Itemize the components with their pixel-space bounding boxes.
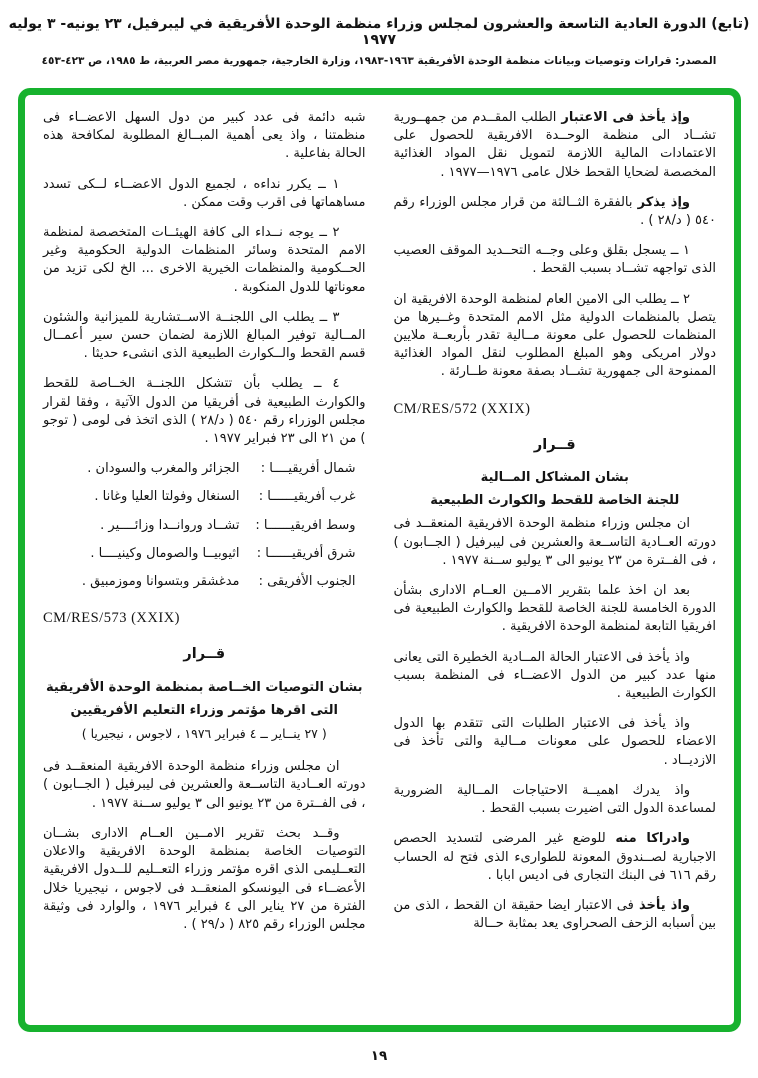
text-block — [43, 109, 366, 164]
paragraph-lead: وإذ يذكر — [632, 194, 690, 210]
text-block — [394, 515, 717, 570]
text-block — [43, 702, 366, 720]
paragraph-lead: واذ يأخذ — [633, 897, 690, 913]
paragraph-text: وقــد بحث تقرير الامــين العــام الادارى بشــان التوصيات الخاصة بمنظمة الوحدة الافريقية والاعلان التعــليمى الذى اقره مؤتمر وزراء التعــليم للــدول الافريقية الأعضــاء فى اليونسكو المنعقــد فى لاجوس ، نيجيريا خلال الفترة من ٢٧ يناير الى ٤ فبراير ١٩٧٦ ، والوارد فى وثيقة مجلس الوزراء رقم ٨٢٥ ( د/٢٩ ) . — [43, 825, 366, 932]
region-label: وسط افريقيــــــا : — [255, 517, 356, 533]
text-block — [43, 609, 366, 627]
paragraph-text: واذ يدرك اهميــة الاحتياجات المــالية الضرورية لمساعدة الدول التى اضيرت بسبب القحط . — [393, 782, 716, 817]
content-border — [18, 88, 741, 1032]
header-source-line: المصدر: قرارات وتوصيات وبيانات منظمة الوحدة الأفريقية ١٩٦٣-١٩٨٣، وزارة الخارجية، جمهورية مصر العربية، ط ١٩٨٥، ص ٤٢٣-٤٥٣ — [41, 55, 717, 67]
text-block — [394, 715, 717, 770]
text-block — [394, 109, 717, 182]
region-label: شرق أفريقيــــــا : — [256, 545, 356, 561]
paragraph-text: ان مجلس وزراء منظمة الوحدة الافريقية المنعقــد فى دورته العــادية التاســعة والعشرين فى ليبرفيل ( الجــابون ) ، فى الفــترة من ٢٣ يونيو الى ٣ يوليو ســنة ١٩٧٧ . — [43, 759, 366, 811]
text-block — [394, 582, 717, 637]
column-left — [43, 109, 366, 1015]
text-block — [43, 224, 366, 297]
paragraph-text: قــرار — [183, 646, 226, 663]
text-block — [43, 176, 366, 212]
text-block — [394, 782, 717, 818]
paragraph-text: بعد ان اخذ علما بتقرير الامــين العــام الادارى بشأن الدورة الخامسة للجنة الخاصة للقحط والكوارث الطبيعية فى افريقيا التابعة لمنظمة الوحدة الافريقية . — [393, 583, 716, 635]
text-block — [394, 469, 717, 487]
region-value: اثيوبيــا والصومال وكينيــــا . — [90, 545, 240, 561]
paragraph-text: للوضع غير المرضى لتسديد الحصص الاجبارية لصــندوق المعونة للطوارىء الذى فتح له الحساب رقم ٦١٦ فى البنك التجارى فى اديس ابابا . — [393, 831, 716, 883]
text-block — [43, 545, 356, 563]
paragraph-text: CM/RES/572 (XXIX) — [393, 400, 531, 417]
text-block — [394, 649, 717, 704]
text-block — [43, 488, 356, 506]
text-block — [43, 375, 366, 448]
region-label: شمال أفريقيــــا : — [260, 461, 356, 477]
text-block — [43, 725, 366, 743]
paragraph-text: ٢ ــ يوجه نــداء الى كافة الهيئــات المتخصصة لمنظمة الامم المتحدة وسائر المنظمات الدولية الحكومية وغير الحــكومية والمنظمات الخيرية الاخرى ... الخ لكى تزيد من معوناتها للدول المنكوبة . — [43, 225, 366, 295]
paragraph-lead: وإذ يأخذ فى الاعتبار — [556, 110, 690, 125]
paragraph-text: واذ يأخذ فى الاعتبار الحالة المــادية الخطيرة التى يعانى منها عدد كبير من الدول الاعضــاء فى المنظمة بسبب الكوارث الطبيعية . — [393, 649, 716, 702]
paragraph-text: ٤ ــ يطلب بأن تتشكل اللجنــة الخــاصة للقحط والكوارث الطبيعية فى أفريقيا من الدول الآتية ، وفقا لقرار مجلس الوزراء رقم ٥٤٠ ( د/٢٨ ) الذى اتخذ فى لومى ( توجو ) من ٢١ الى ٢٣ فبراير ١٩٧٧ . — [43, 376, 366, 447]
header-session-title: (تابع) الدورة العادية التاسعة والعشرون لمجلس وزراء منظمة الوحدة الأفريقية في ليبرفيل، ٢٣ يونيه- ٣ يوليه ١٩٧٧ — [8, 16, 750, 48]
text-block — [394, 242, 717, 278]
column-right — [394, 109, 717, 1015]
paragraph-text: ٢ ــ يطلب الى الامين العام لمنظمة الوحدة الافريقية ان يتصل بالمنظمات الدولية مثل الامم المتحدة وغــيرها من المنظمات للحصول على معونة مــالية تقدر بأربعــة ملايين دولار امريكى وهو المبلغ المطلوب لنقل المواد الغذائية الممنوحة الى جمهورية تشــاد بصفة معونة طــارئة . — [393, 291, 716, 380]
text-block — [394, 436, 717, 454]
region-value: مدغشقر وبتسوانا وموزمبيق . — [81, 574, 240, 590]
text-block — [394, 830, 717, 885]
text-block — [43, 758, 366, 813]
page-number: ١٩ — [370, 1048, 388, 1064]
text-block — [394, 291, 717, 382]
paragraph-text: ( ٢٧ ينــاير ــ ٤ فبراير ١٩٧٦ ، لاجوس ، نيجيريا ) — [81, 726, 327, 742]
two-column-layout — [43, 109, 716, 1015]
paragraph-text: قــرار — [533, 436, 576, 453]
paragraph-text: ان مجلس وزراء منظمة الوحدة الافريقية المنعقــد فى دورته العــادية التاســعة والعشرين فى ليبرفيل ( الجــابون ) ، فى الفــترة من ٢٣ يونيو الى ٣ يوليو ســنة ١٩٧٧ . — [393, 516, 716, 568]
paragraph-text: التى اقرها مؤتمر وزراء التعليم الأفريقيين — [70, 702, 338, 718]
paragraph-text: بشان التوصيات الخــاصة بمنظمة الوحدة الأفريقية — [45, 679, 363, 695]
text-block — [43, 573, 356, 591]
paragraph-text: ٣ ــ يطلب الى اللجنــة الاســتشارية للميزانية والشئون المــالية توفير المبالغ اللازمة لضمان حسن سير أعمــال قسم القحط والــكوارث الطبيعية الذى انشىء حديثا . — [43, 309, 366, 362]
paragraph-text: شبه دائمة فى عدد كبير من دول السهل الاعضــاء فى منظمتنا ، واذ يعى أهمية المبــالغ المطلوبة لمكافحة هذه الحالة بفاعلية . — [43, 110, 366, 162]
region-value: تشــاد وروانــدا وزائــــير . — [100, 517, 240, 533]
paragraph-text: واذ يأخذ فى الاعتبار الطلبات التى تتقدم بها الدول الاعضاء للحصول على معونات مــالية والتى تأخذ فى الازديــاد . — [393, 716, 716, 768]
paragraph-text: للجنة الخاصة للقحط والكوارث الطبيعية — [430, 493, 680, 509]
region-label: الجنوب الأفريقى : — [258, 574, 356, 590]
text-block — [43, 517, 356, 535]
text-block — [394, 897, 717, 933]
text-block — [43, 825, 366, 934]
paragraph-text: بشان المشاكل المــالية — [480, 470, 629, 486]
paragraph-text: بالفقرة الثــالثة من قرار مجلس الوزراء رقم ٥٤٠ ( د/٢٨ ) . — [393, 194, 716, 229]
text-block — [43, 645, 366, 663]
text-block — [43, 679, 366, 697]
text-block — [394, 194, 717, 230]
region-value: السنغال وفولتا العليا وغانا . — [94, 489, 240, 505]
region-value: الجزائر والمغرب والسودان . — [87, 461, 240, 477]
paragraph-text: ١ ــ يكرر نداءه ، لجميع الدول الاعضــاء لــكى تسدد مساهماتها فى اقرب وقت ممكن . — [43, 176, 366, 210]
paragraph-lead: وادراكا منه — [605, 831, 690, 847]
paragraph-text: فى الاعتبار ايضا حقيقة ان القحط ، الذى من بين أسبابه الزحف الصحراوى يعد بمثابة حــالة — [393, 897, 716, 932]
page-header — [0, 16, 758, 67]
text-block — [43, 460, 356, 478]
text-block — [43, 309, 366, 364]
paragraph-text: CM/RES/573 (XXIX) — [43, 610, 180, 627]
paragraph-text: الطلب المقــدم من جمهــورية تشــاد الى منظمة الوحــدة الافريقية للحصول على الاعتمادات المالية اللازمة لتمويل نقل المواد الغذائية المخصصة لضحايا القحط خلال عامى ١٩٧٦—١٩٧٧ . — [393, 110, 716, 180]
text-block — [394, 400, 717, 418]
paragraph-text: ١ ــ يسجل بقلق وعلى وجــه التحــديد الموقف العصيب الذى تواجهه تشــاد بسبب القحط . — [393, 243, 716, 277]
region-label: غرب أفريقيــــــا : — [258, 489, 356, 505]
text-block — [394, 492, 717, 510]
